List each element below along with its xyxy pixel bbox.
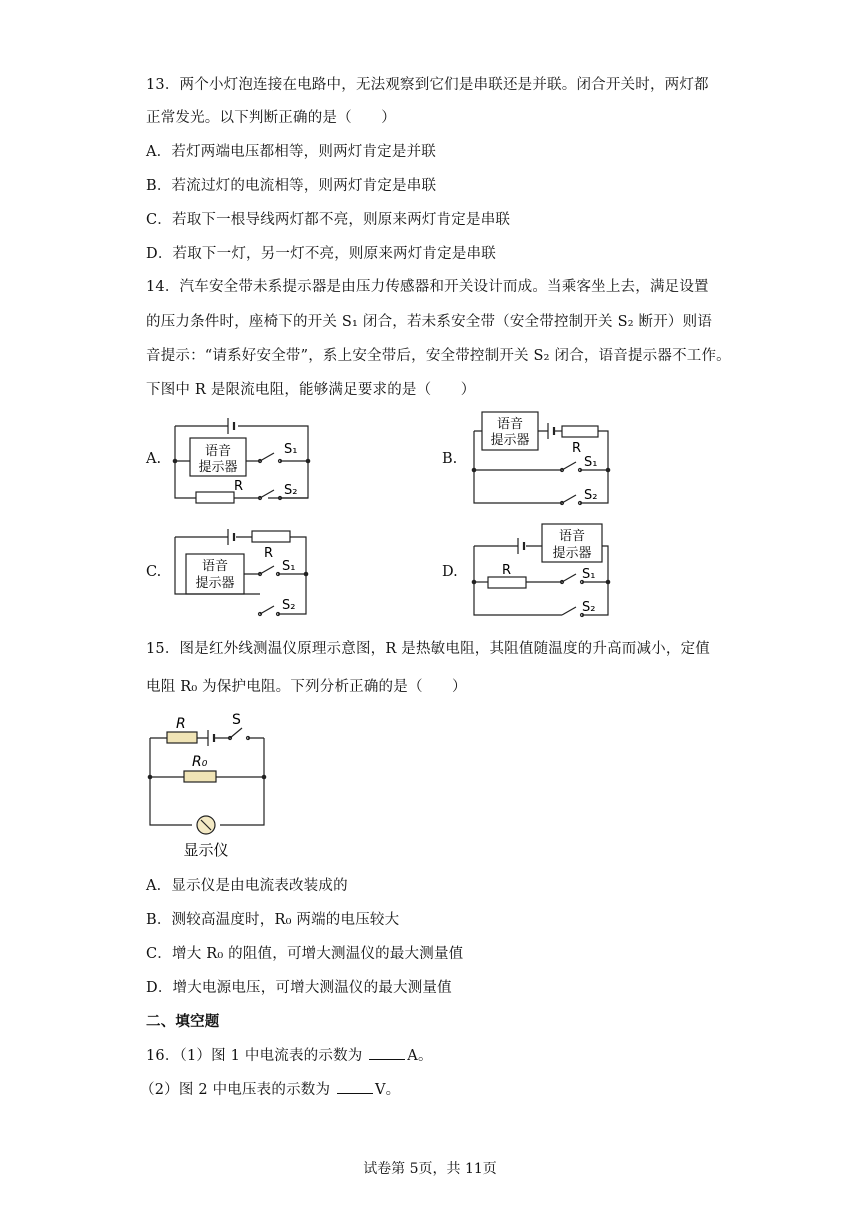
resistor-label: R — [234, 479, 244, 494]
q14-stem-line1: 14．汽车安全带未系提示器是由压力传感器和开关设计而成。当乘客坐上去，满足设置 — [146, 279, 709, 295]
thermometer-circuit-diagram — [140, 710, 290, 860]
q14-option-c-label: C. — [146, 564, 162, 580]
q14-stem-line4: 下图中 R 是限流电阻，能够满足要求的是（ ） — [146, 382, 476, 398]
q13-option-a: A．若灯两端电压都相等，则两灯肯定是并联 — [146, 144, 436, 160]
q14-option-b-label: B. — [442, 451, 458, 467]
resistor-label: R — [502, 563, 512, 578]
q16-part2-text: （2）图 2 中电压表的示数为 — [140, 1082, 331, 1098]
switch-s2-label: S₂ — [584, 488, 598, 503]
switch-s2-label: S₂ — [284, 483, 298, 498]
device-label-line2: 提示器 — [198, 460, 238, 475]
device-label-line2: 提示器 — [195, 576, 235, 591]
device-label-line1: 语音 — [201, 559, 229, 574]
q15-option-b: B．测较高温度时，R₀ 两端的电压较大 — [146, 912, 400, 928]
q14-option-a-label: A. — [146, 451, 162, 467]
device-label-line2: 提示器 — [490, 433, 530, 448]
q13-option-b: B．若流过灯的电流相等，则两灯肯定是串联 — [146, 178, 437, 194]
device-label-line2: 提示器 — [552, 546, 592, 561]
q15-option-c: C．增大 R₀ 的阻值，可增大测温仪的最大测量值 — [146, 946, 464, 962]
circuit-diagram-c — [160, 524, 330, 624]
switch-s-label: S — [232, 712, 241, 728]
device-label-line1: 语音 — [558, 529, 586, 544]
switch-s1-label: S₁ — [582, 567, 596, 582]
resistor-label: R — [572, 441, 582, 456]
resistor-label: R — [264, 546, 274, 561]
switch-s1-label: S₁ — [284, 442, 298, 457]
switch-s1-label: S₁ — [282, 559, 296, 574]
circuit-diagram-b — [462, 408, 622, 508]
q15-stem-line2: 电阻 R₀ 为保护电阻。下列分析正确的是（ ） — [146, 679, 467, 695]
resistor-r-label: R — [176, 716, 186, 732]
circuit-diagram-d — [462, 520, 622, 620]
q15-option-d: D．增大电源电压，可增大测温仪的最大测量值 — [146, 980, 452, 996]
q15-option-a: A．显示仪是由电流表改装成的 — [146, 878, 348, 894]
q14-stem-line3: 音提示：“请系好安全带”，系上安全带后，安全带控制开关 S₂ 闭合，语音提示器不工作。 — [146, 348, 731, 364]
q16-part1-text: 16．（1）图 1 中电流表的示数为 — [146, 1048, 363, 1064]
q15-stem-line1: 15．图是红外线测温仪原理示意图，R 是热敏电阻，其阻值随温度的升高而减小，定值 — [146, 641, 710, 657]
resistor-r0-label: R₀ — [192, 754, 208, 770]
answer-blank[interactable] — [369, 1047, 405, 1060]
q16-part1-unit: A。 — [407, 1048, 433, 1064]
switch-s1-label: S₁ — [584, 455, 598, 470]
circuit-diagram-a — [160, 408, 330, 508]
page-footer: 试卷第 5页，共 11页 — [363, 1161, 497, 1177]
q14-option-d-label: D. — [442, 564, 458, 580]
q16-part1 — [146, 1044, 433, 1065]
q16-part2 — [140, 1078, 400, 1099]
answer-blank[interactable] — [337, 1081, 373, 1094]
display-label: 显示仪 — [183, 841, 229, 859]
q13-option-c: C．若取下一根导线两灯都不亮，则原来两灯肯定是串联 — [146, 212, 511, 228]
section-heading: 二、填空题 — [146, 1013, 220, 1030]
device-label-line1: 语音 — [496, 417, 524, 432]
switch-s2-label: S₂ — [582, 600, 596, 615]
q13-option-d: D．若取下一灯，另一灯不亮，则原来两灯肯定是串联 — [146, 246, 496, 262]
q14-stem-line2: 的压力条件时，座椅下的开关 S₁ 闭合，若未系安全带（安全带控制开关 S₂ 断开）则语 — [146, 314, 713, 330]
switch-s2-label: S₂ — [282, 598, 296, 613]
device-label-line1: 语音 — [204, 444, 232, 459]
q13-stem-line2: 正常发光。以下判断正确的是（ ） — [146, 110, 396, 126]
q13-stem-line1: 13．两个小灯泡连接在电路中，无法观察到它们是串联还是并联。闭合开关时，两灯都 — [146, 77, 709, 93]
q16-part2-unit: V。 — [374, 1082, 401, 1098]
